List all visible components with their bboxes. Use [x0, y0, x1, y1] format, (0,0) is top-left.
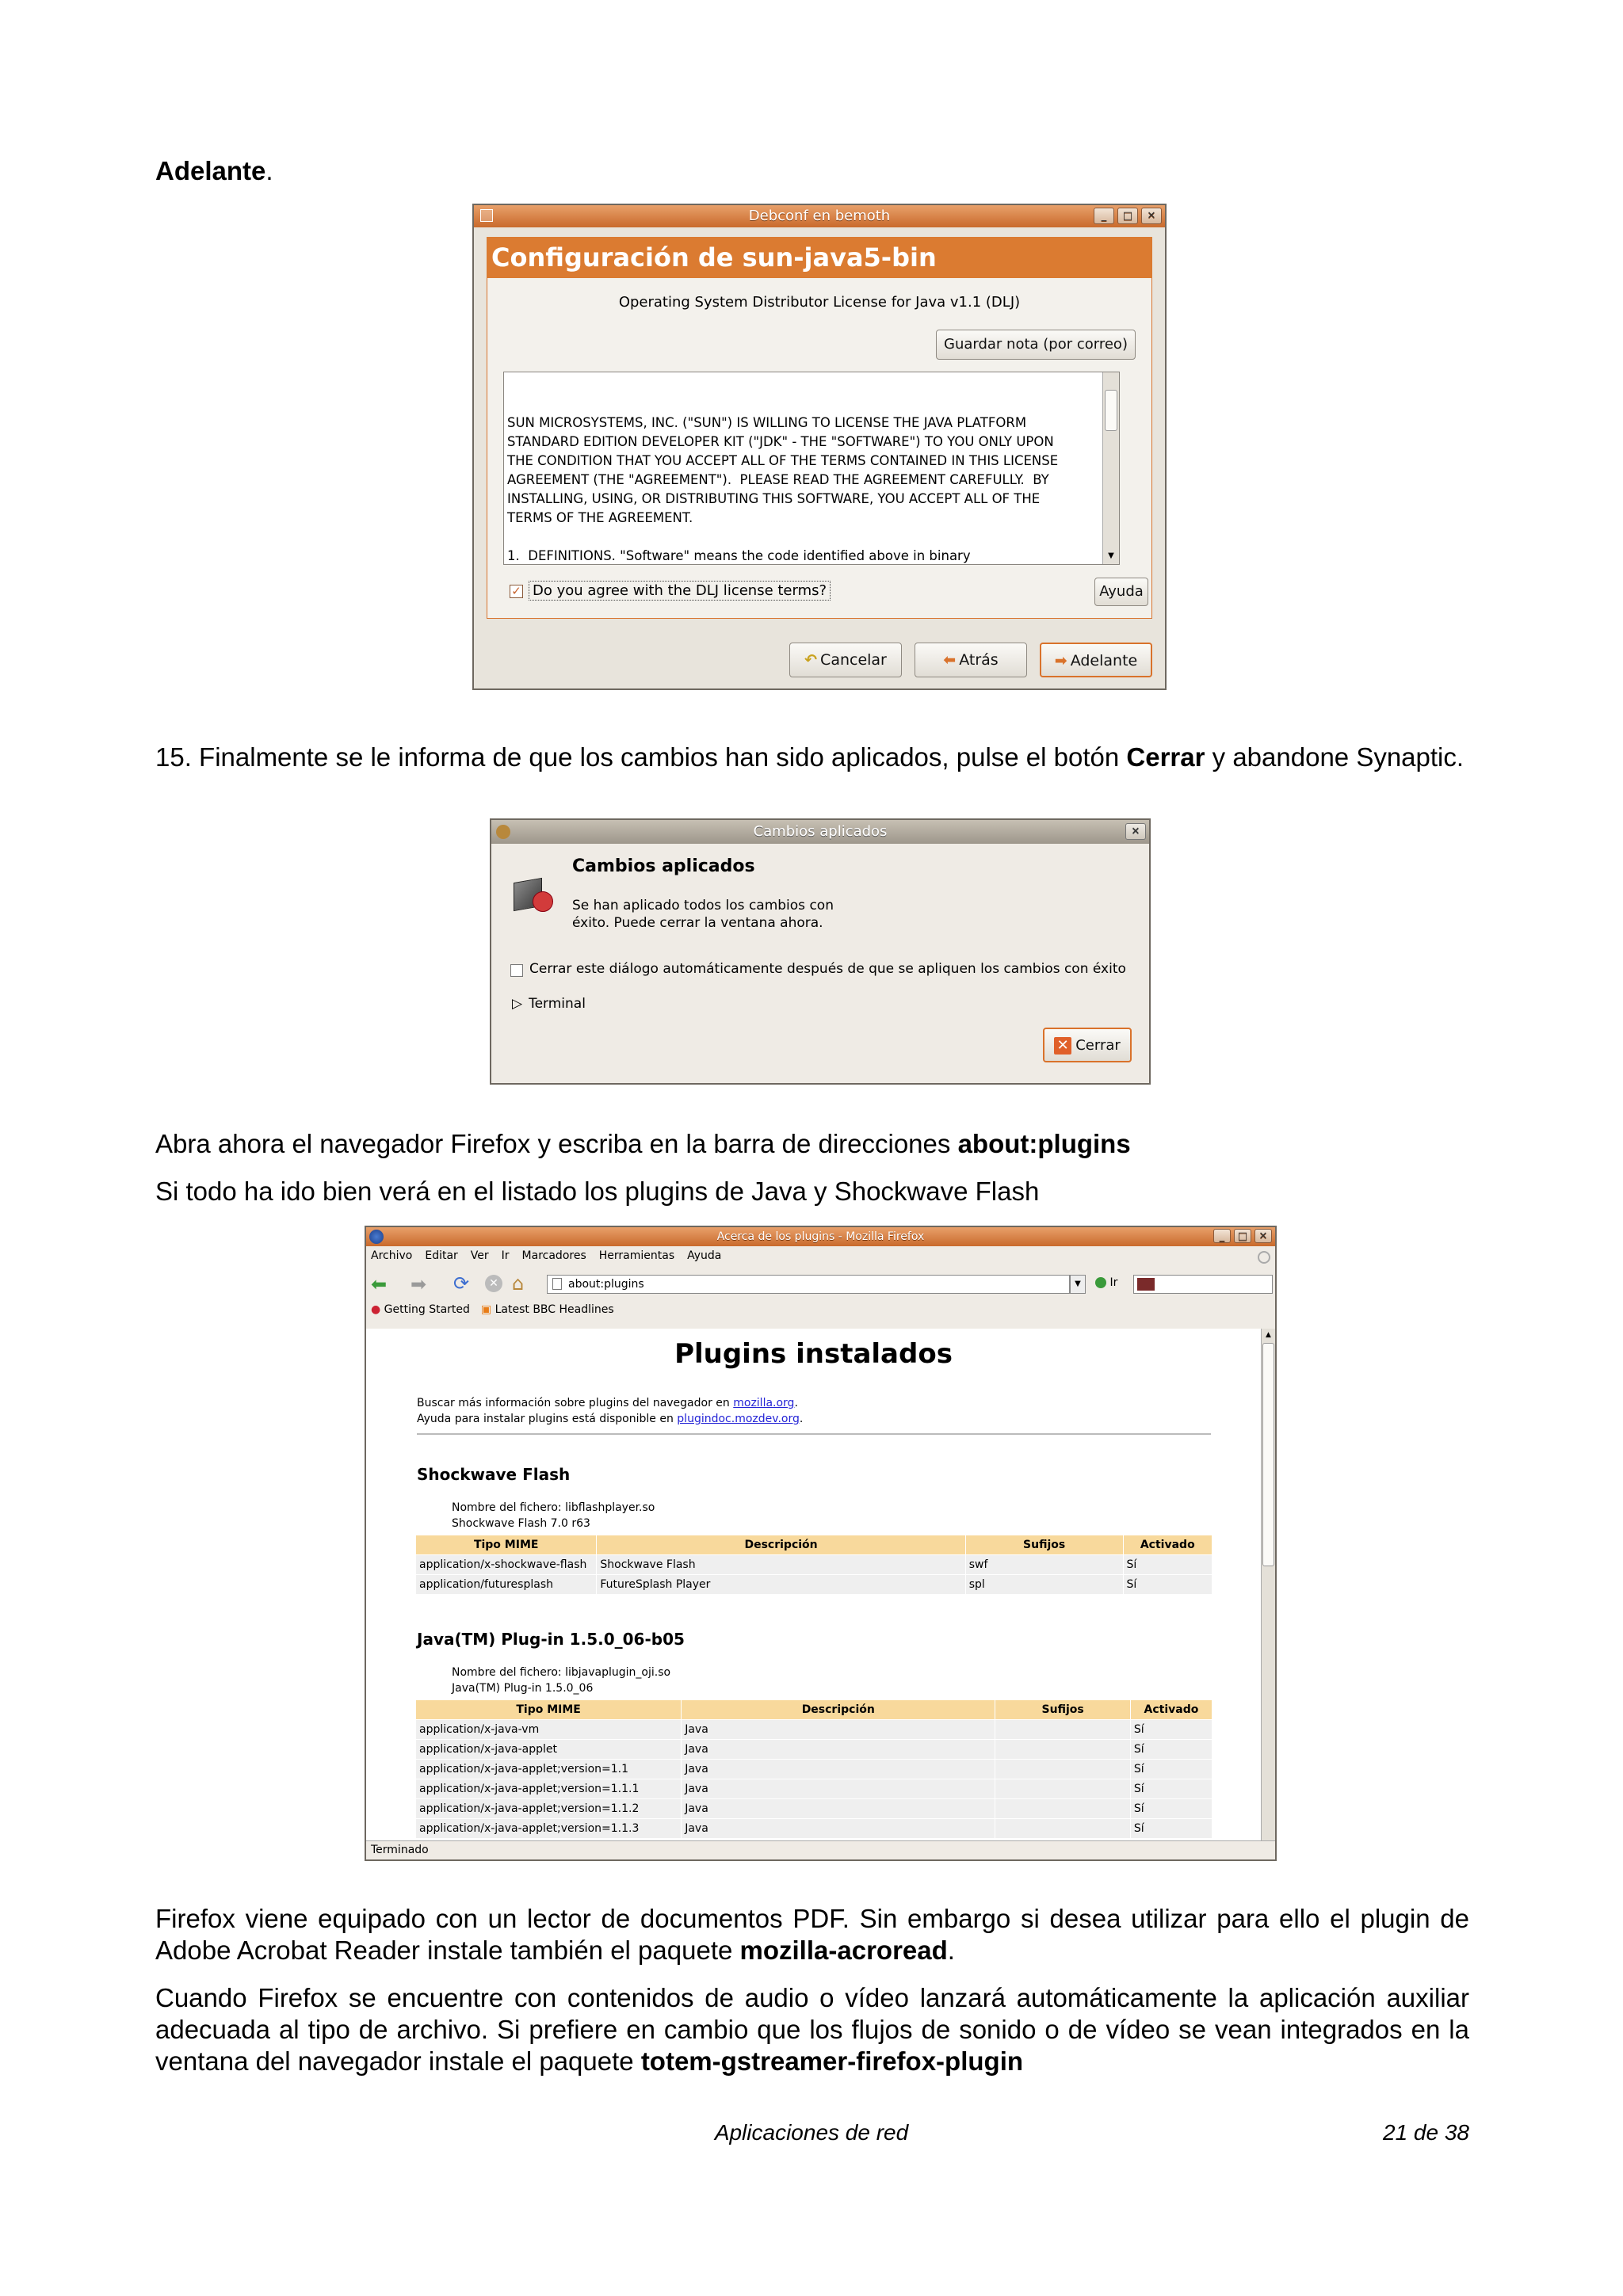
dialog-message-line1: Se han aplicado todos los cambios con	[572, 898, 834, 913]
table-cell	[995, 1740, 1131, 1760]
table-cell: Shockwave Flash	[597, 1555, 965, 1575]
menu-item-archivo[interactable]: Archivo	[371, 1249, 413, 1262]
table-cell: Sí	[1130, 1819, 1212, 1839]
table-cell	[995, 1819, 1131, 1839]
mozilla-link[interactable]: mozilla.org	[733, 1397, 795, 1409]
flash-title: Shockwave Flash	[417, 1465, 571, 1484]
back-icon[interactable]: ⬅	[371, 1273, 388, 1295]
forward-icon[interactable]: ➡	[411, 1273, 427, 1295]
menu-item-ayuda[interactable]: Ayuda	[687, 1249, 722, 1262]
window-menu-icon[interactable]	[480, 209, 493, 222]
bookmark-getting-started[interactable]: ● Getting Started	[371, 1303, 470, 1316]
bookmark-icon: ●	[371, 1303, 381, 1316]
close-icon[interactable]: ✕	[1125, 823, 1146, 840]
scroll-thumb[interactable]	[1262, 1343, 1274, 1566]
license-subtitle: Operating System Distributor License for Java v1.1 (DLJ)	[618, 294, 1021, 311]
page-title: Plugins instalados	[674, 1338, 953, 1370]
paragraph-plugins-list: Si todo ha ido bien verá en el listado los plugins de Java y Shockwave Flash	[155, 1177, 1040, 1206]
dialog-heading: Cambios aplicados	[572, 856, 755, 876]
help-button[interactable]: Ayuda	[1094, 578, 1148, 606]
flash-mime-table	[415, 1535, 1212, 1595]
table-cell: Sí	[1130, 1760, 1212, 1779]
debconf-header: Configuración de sun-java5-bin	[487, 237, 1152, 278]
dialog-message-line2: éxito. Puede cerrar la ventana ahora.	[572, 915, 823, 931]
address-dropdown[interactable]: ▼	[1070, 1275, 1086, 1294]
table-cell: application/x-java-applet;version=1.1.1	[416, 1779, 682, 1799]
firefox-titlebar: Acerca de los plugins - Mozilla Firefox _ □ ✕	[366, 1227, 1275, 1246]
undo-icon: ↶	[804, 651, 818, 669]
table-row	[416, 1819, 1212, 1839]
paragraph-media: Cuando Firefox se encuentre con contenidos de audio o vídeo lanzará automáticamente la aplicación auxiliar adecuada al tipo de archivo. Si prefiere en cambio que los flujos de sonido o de vídeo se vean integrados en la ventana del navegador instale el paquete totem-gstreamer-firefox-plugin	[155, 1983, 1469, 2076]
table-row	[416, 1720, 1212, 1740]
license-line: SUN MICROSYSTEMS, INC. ("SUN") IS WILLING TO LICENSE THE JAVA PLATFORM	[507, 415, 1027, 430]
close-icon[interactable]: ✕	[1141, 208, 1162, 224]
plugindoc-link[interactable]: plugindoc.mozdev.org	[677, 1413, 800, 1425]
table-cell: Java	[682, 1799, 995, 1819]
table-cell: application/x-java-applet	[416, 1740, 682, 1760]
table-cell: Sí	[1130, 1720, 1212, 1740]
back-button[interactable]: ⬅ Atrás	[915, 643, 1027, 677]
table-row	[416, 1799, 1212, 1819]
close-x-icon: ✕	[1054, 1037, 1071, 1055]
forward-button[interactable]: ➡ Adelante	[1040, 643, 1152, 677]
triangle-right-icon: ▷	[512, 996, 523, 1012]
java-file: Nombre del fichero: libjavaplugin_oji.so	[452, 1666, 671, 1679]
flash-file: Nombre del fichero: libflashplayer.so	[452, 1501, 655, 1514]
java-version: Java(TM) Plug-in 1.5.0_06	[452, 1682, 594, 1695]
table-cell	[995, 1760, 1131, 1779]
close-button[interactable]: ✕ Cerrar	[1043, 1028, 1132, 1062]
table-cell: Java	[682, 1740, 995, 1760]
throbber-icon	[1258, 1251, 1270, 1264]
table-header-row	[416, 1700, 1212, 1720]
changes-applied-dialog	[490, 818, 1151, 1085]
table-row	[416, 1760, 1212, 1779]
stop-icon[interactable]: ✕	[485, 1275, 502, 1292]
divider	[417, 1433, 1211, 1435]
arrow-right-icon: ➡	[1054, 652, 1067, 669]
table-cell: application/x-shockwave-flash	[416, 1555, 597, 1575]
paragraph-open-firefox: Abra ahora el navegador Firefox y escriba en la barra de direcciones about:plugins	[155, 1129, 1131, 1158]
close-icon[interactable]: ✕	[1254, 1229, 1272, 1243]
save-note-button[interactable]: Guardar nota (por correo)	[936, 330, 1136, 360]
license-line: 1. DEFINITIONS. "Software" means the code identified above in binary	[507, 548, 971, 563]
table-cell	[995, 1799, 1131, 1819]
license-line: TERMS OF THE AGREEMENT.	[507, 510, 693, 525]
table-cell: Java	[682, 1720, 995, 1740]
scroll-down-icon[interactable]: ▼	[1108, 551, 1114, 560]
changes-titlebar: Cambios aplicados ✕	[491, 820, 1149, 844]
page-scrollbar[interactable]	[1261, 1329, 1275, 1852]
license-lines	[507, 414, 1116, 565]
home-icon[interactable]: ⌂	[512, 1272, 525, 1295]
cancel-button[interactable]: ↶ Cancelar	[789, 643, 902, 677]
column-header: Tipo MIME	[416, 1700, 682, 1720]
table-cell: spl	[965, 1575, 1123, 1595]
menu-bar	[371, 1249, 721, 1267]
address-bar[interactable]: about:plugins	[547, 1275, 1070, 1294]
reload-icon[interactable]: ⟳	[453, 1272, 470, 1295]
debconf-panel	[487, 278, 1152, 619]
agree-label[interactable]: Do you agree with the DLJ license terms?	[529, 581, 831, 601]
license-line: STANDARD EDITION DEVELOPER KIT ("JDK" - THE "SOFTWARE") TO YOU ONLY UPON	[507, 434, 1054, 449]
agree-checkbox[interactable]: ✓	[510, 585, 523, 598]
license-scrollbar[interactable]	[1102, 372, 1119, 564]
license-line: AGREEMENT (THE "AGREEMENT"). PLEASE READ THE AGREEMENT CAREFULLY. BY	[507, 472, 1049, 487]
auto-close-checkbox[interactable]	[510, 964, 523, 977]
license-line: INSTALLING, USING, OR DISTRIBUTING THIS SOFTWARE, YOU ACCEPT ALL OF THE	[507, 491, 1041, 506]
column-header: Descripción	[682, 1700, 995, 1720]
paragraph-step-15: 15. Finalmente se le informa de que los cambios han sido aplicados, pulse el botón Cerrar y abandone Synaptic.	[155, 742, 1465, 772]
table-cell	[995, 1779, 1131, 1799]
table-row	[416, 1740, 1212, 1760]
table-cell: swf	[965, 1555, 1123, 1575]
scroll-up-icon[interactable]: ▲	[1266, 1331, 1271, 1339]
nav-toolbar	[366, 1270, 1275, 1299]
table-row	[416, 1779, 1212, 1799]
table-cell: Sí	[1130, 1740, 1212, 1760]
column-header: Descripción	[597, 1535, 965, 1555]
search-input[interactable]	[1133, 1275, 1273, 1294]
footer-page-number: 21 de 38	[1383, 2120, 1469, 2145]
paragraph-pdf: Firefox viene equipado con un lector de documentos PDF. Sin embargo si desea utilizar para ello el plugin de Adobe Acrobat Reader instale también el paquete mozilla-acroread.	[155, 1904, 1469, 1965]
column-header: Activado	[1123, 1535, 1212, 1555]
rss-icon: ▣	[480, 1303, 492, 1316]
bookmark-bbc[interactable]: ▣ Latest BBC Headlines	[480, 1303, 614, 1316]
table-cell: application/futuresplash	[416, 1575, 597, 1595]
paragraph-adelante: Adelante.	[155, 156, 273, 185]
java-title: Java(TM) Plug-in 1.5.0_06-b05	[417, 1630, 685, 1649]
license-line: THE CONDITION THAT YOU ACCEPT ALL OF THE TERMS CONTAINED IN THIS LICENSE	[507, 453, 1059, 468]
table-cell	[995, 1720, 1131, 1740]
package-icon	[509, 869, 553, 913]
table-cell: Sí	[1123, 1555, 1212, 1575]
table-cell: application/x-java-vm	[416, 1720, 682, 1740]
table-cell: Sí	[1123, 1575, 1212, 1595]
table-cell: Java	[682, 1819, 995, 1839]
footer-center: Aplicaciones de red	[714, 2120, 909, 2145]
table-cell: Java	[682, 1779, 995, 1799]
flash-version: Shockwave Flash 7.0 r63	[452, 1517, 590, 1530]
table-cell: application/x-java-applet;version=1.1.2	[416, 1799, 682, 1819]
scroll-thumb[interactable]	[1105, 390, 1117, 431]
go-button[interactable]: Ir	[1095, 1276, 1117, 1289]
firefox-logo-icon	[369, 1230, 384, 1244]
table-cell: application/x-java-applet;version=1.1.3	[416, 1819, 682, 1839]
license-text-area[interactable]	[503, 372, 1120, 565]
table-cell: Sí	[1130, 1779, 1212, 1799]
table-row	[416, 1555, 1212, 1575]
license-line	[507, 528, 1116, 547]
search-engine-icon[interactable]	[1137, 1278, 1155, 1291]
firefox-window	[365, 1226, 1277, 1861]
menu-item-herramientas[interactable]: Herramientas	[598, 1249, 675, 1262]
auto-close-label[interactable]: Cerrar este diálogo automáticamente después de que se apliquen los cambios con éxito	[529, 961, 1126, 977]
table-header-row	[416, 1535, 1212, 1555]
minimize-icon[interactable]: _	[1213, 1229, 1231, 1243]
page-content	[366, 1329, 1261, 1852]
info-line-2: Ayuda para instalar plugins está disponible en plugindoc.mozdev.org.	[417, 1413, 804, 1425]
minimize-icon[interactable]: _	[1094, 208, 1114, 224]
app-icon	[496, 825, 510, 839]
go-icon	[1095, 1277, 1106, 1288]
page-icon	[552, 1278, 562, 1290]
table-row	[416, 1575, 1212, 1595]
menu-item-editar[interactable]: Editar	[425, 1249, 458, 1262]
menu-item-ir[interactable]: Ir	[501, 1249, 510, 1262]
column-header: Sufijos	[965, 1535, 1123, 1555]
bookmarks-toolbar	[371, 1303, 614, 1321]
debconf-titlebar: Debconf en bemoth _ □ ✕	[474, 205, 1165, 227]
maximize-icon[interactable]: □	[1234, 1229, 1251, 1243]
status-bar: Terminado	[366, 1840, 1275, 1859]
table-cell: Sí	[1130, 1799, 1212, 1819]
menu-item-marcadores[interactable]: Marcadores	[521, 1249, 586, 1262]
table-cell: application/x-java-applet;version=1.1	[416, 1760, 682, 1779]
info-line-1: Buscar más información sobre plugins del navegador en mozilla.org.	[417, 1397, 798, 1409]
java-mime-table	[415, 1699, 1212, 1839]
arrow-left-icon: ⬅	[943, 651, 957, 669]
table-cell: FutureSplash Player	[597, 1575, 965, 1595]
terminal-expander[interactable]: ▷ Terminal	[512, 996, 586, 1012]
maximize-icon[interactable]: □	[1117, 208, 1138, 224]
table-cell: Java	[682, 1760, 995, 1779]
column-header: Activado	[1130, 1700, 1212, 1720]
debconf-window	[472, 204, 1167, 690]
column-header: Sufijos	[995, 1700, 1131, 1720]
column-header: Tipo MIME	[416, 1535, 597, 1555]
menu-item-ver[interactable]: Ver	[470, 1249, 489, 1262]
